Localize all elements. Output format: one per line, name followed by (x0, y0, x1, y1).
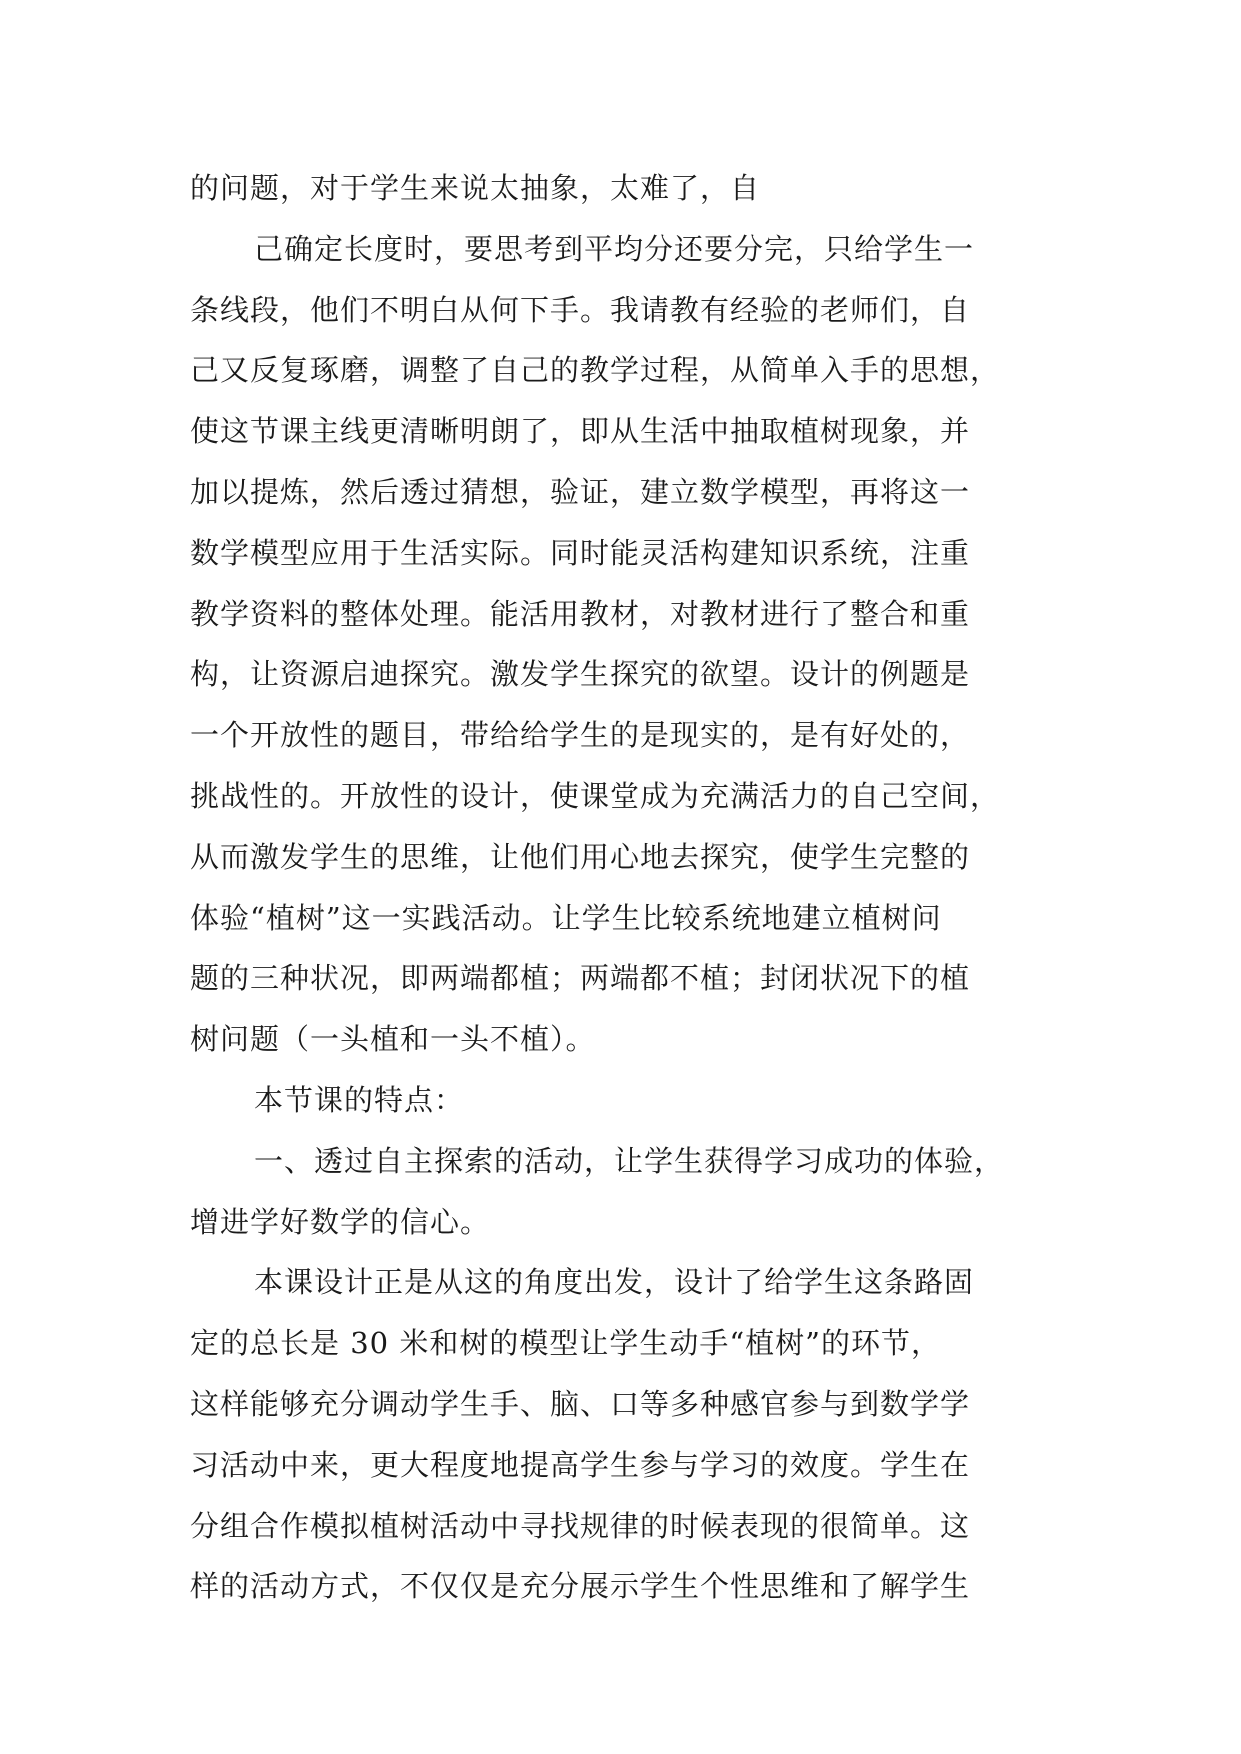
text-line: 题的三种状况，即两端都植；两端都不植；封闭状况下的植 (190, 961, 971, 996)
text-line: 定的总长是 30 米和树的模型让学生动手“植树”的环节， (190, 1326, 941, 1361)
text-line: 一个开放性的题目，带给给学生的是现实的，是有好处的， (190, 718, 971, 753)
body-text (190, 158, 1070, 1617)
text-line: 体验“植树”这一实践活动。让学生比较系统地建立植树问 (190, 900, 942, 935)
text-line: 本课设计正是从这的角度出发，设计了给学生这条路固 (254, 1265, 975, 1300)
text-line: 挑战性的。开放性的设计，使课堂成为充满活力的自己空间， (190, 778, 1001, 813)
text-line: 本节课的特点： (254, 1082, 465, 1117)
text-line: 分组合作模拟植树活动中寻找规律的时候表现的很简单。这 (190, 1508, 971, 1543)
text-line: 树问题（一头植和一头不植）。 (190, 1022, 596, 1057)
text-line: 一、透过自主探索的活动，让学生获得学习成功的体验， (254, 1143, 1005, 1178)
text-line: 构，让资源启迪探究。激发学生探究的欲望。设计的例题是 (190, 657, 971, 692)
text-line: 从而激发学生的思维，让他们用心地去探究，使学生完整的 (190, 839, 971, 874)
text-line: 增进学好数学的信心。 (190, 1204, 491, 1239)
text-line: 数学模型应用于生活实际。同时能灵活构建知识系统，注重 (190, 535, 971, 570)
text-line: 这样能够充分调动学生手、脑、口等多种感官参与到数学学 (190, 1386, 971, 1421)
text-line: 己又反复琢磨，调整了自己的教学过程，从简单入手的思想， (190, 353, 1001, 388)
text-line: 己确定长度时，要思考到平均分还要分完，只给学生一 (254, 231, 975, 266)
text-line: 教学资料的整体处理。能活用教材，对教材进行了整合和重 (190, 596, 971, 631)
text-line: 条线段，他们不明白从何下手。我请教有经验的老师们，自 (190, 292, 971, 327)
text-line: 加以提炼，然后透过猜想，验证，建立数学模型，再将这一 (190, 474, 971, 509)
text-line: 使这节课主线更清晰明朗了，即从生活中抽取植树现象，并 (190, 414, 971, 449)
text-line: 样的活动方式，不仅仅是充分展示学生个性思维和了解学生 (190, 1569, 971, 1604)
text-line: 习活动中来，更大程度地提高学生参与学习的效度。学生在 (190, 1447, 971, 1482)
text-line: 的问题，对于学生来说太抽象，太难了，自 (190, 171, 761, 205)
